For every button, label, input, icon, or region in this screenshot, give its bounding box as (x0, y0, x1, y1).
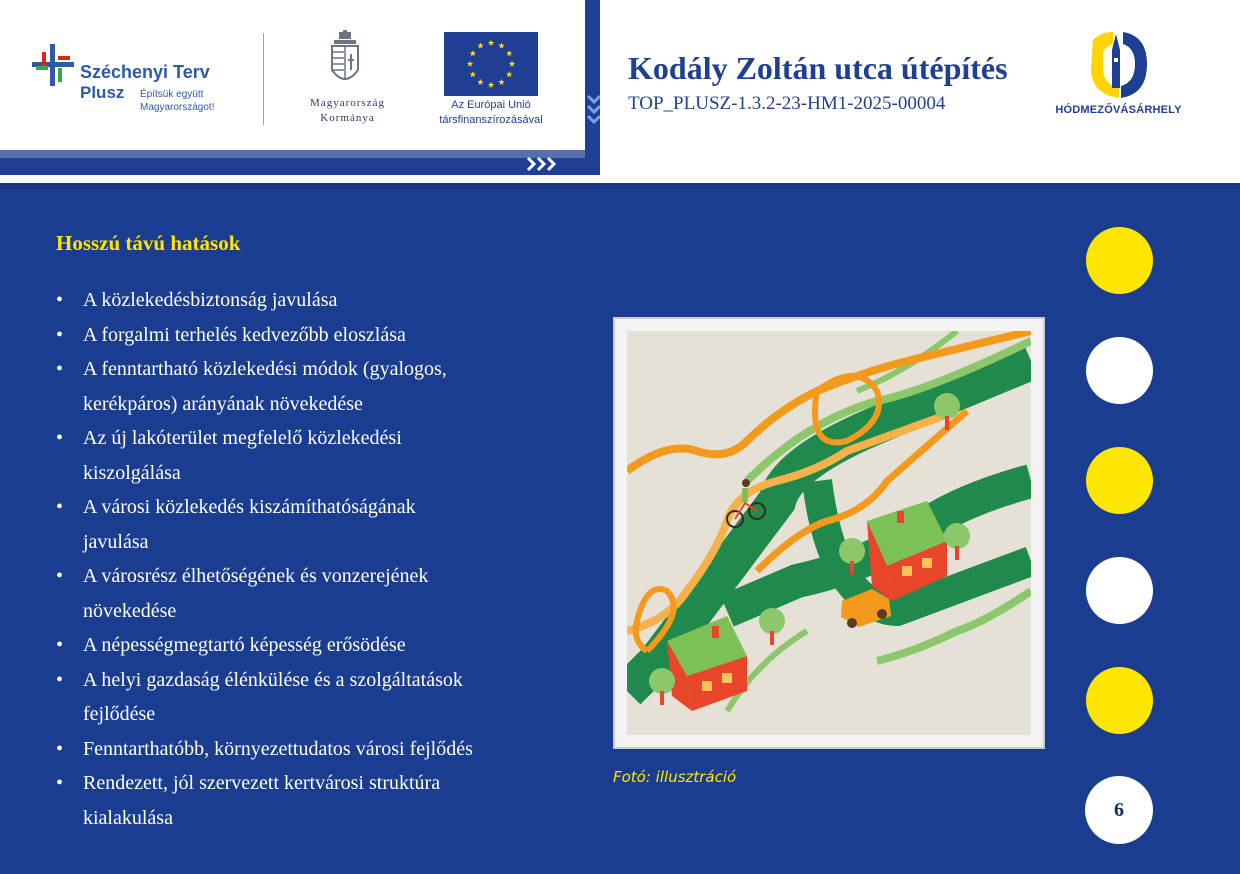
impact-list-item-text: kerékpáros) arányának növekedése (83, 392, 363, 415)
city-name: HÓDMEZŐVÁSÁRHELY (1055, 104, 1182, 116)
impact-list-item-text: A közlekedésbiztonság javulása (83, 289, 338, 311)
eu-star (488, 40, 494, 46)
szechenyi-plusz: Plusz (80, 83, 125, 102)
impact-list-item-text: javulása (83, 530, 149, 553)
logo-divider (263, 33, 264, 125)
main-top-border (0, 183, 1240, 189)
eu-logo (425, 30, 570, 130)
szechenyi-title: Széchenyi Terv (80, 62, 210, 82)
decor-circle-white-2 (1086, 557, 1153, 624)
impact-list-item-text: növekedése (83, 599, 177, 622)
illustration-caption: Fotó: illusztráció (613, 768, 737, 786)
decor-circle-white-1 (1086, 337, 1153, 404)
eu-star (509, 61, 515, 67)
project-title: Kodály Zoltán utca útépítés (628, 50, 1008, 86)
impact-list-item (56, 732, 576, 767)
eu-star (467, 61, 473, 67)
eu-star (506, 50, 512, 56)
coat-of-arms-icon (328, 30, 362, 90)
impact-list-item (56, 283, 576, 318)
illustration-frame (613, 317, 1045, 749)
eu-star (477, 79, 483, 85)
impact-list-item (56, 318, 576, 353)
page-number: 6 (1085, 776, 1153, 844)
government-logo (285, 30, 410, 130)
houses-roads-cyclist-illustration (627, 331, 1031, 735)
city-logo (1050, 28, 1200, 128)
government-line2: Kormánya (320, 112, 375, 124)
eu-flag-icon (444, 32, 538, 96)
impact-list-item (56, 421, 576, 490)
logo-panel (0, 0, 600, 175)
impact-list-item-text: fejlődése (83, 703, 156, 725)
header (0, 0, 1240, 183)
eu-star (488, 82, 494, 88)
impact-list-item (56, 490, 576, 559)
decor-circle-yellow-2 (1086, 447, 1153, 514)
impact-list-item-text: A városrész élhetőségének és vonzerejének (83, 565, 429, 587)
illustration (627, 331, 1031, 735)
impact-list-item-text: Fenntarthatóbb, környezettudatos városi fejlődés (83, 737, 473, 760)
impact-list-item-text: Az új lakóterület megfelelő közlekedési (83, 427, 402, 449)
szechenyi-terv-logo (30, 38, 240, 123)
eu-star (498, 42, 504, 48)
eu-line2: társfinanszírozásával (439, 114, 543, 126)
decor-circle-yellow-1 (1086, 227, 1153, 294)
impact-list-item-text: A forgalmi terhelés kedvezőbb eloszlása (83, 323, 406, 346)
government-line1: Magyarország (310, 97, 385, 109)
decor-circle-yellow-3 (1086, 667, 1153, 734)
impact-list-item (56, 766, 576, 835)
eu-star (470, 50, 476, 56)
szechenyi-slogan: Építsük együtt Magyarországot! (140, 89, 215, 113)
impact-list-item (56, 663, 576, 732)
eu-star (477, 42, 483, 48)
eu-star (470, 71, 476, 77)
impact-list-item-text: kiszolgálása (83, 461, 181, 484)
government-text (285, 96, 410, 126)
szechenyi-cross-icon (30, 42, 76, 88)
project-code: TOP_PLUSZ-1.3.2-23-HM1-2025-00004 (628, 93, 946, 114)
main-content (0, 183, 1240, 874)
impact-list-item-text: A helyi gazdaság élénkülése és a szolgáltatások (83, 668, 463, 691)
impact-list-item (56, 352, 576, 421)
eu-text (425, 98, 557, 128)
impact-list-item-text: A népességmegtartó képesség erősödése (83, 634, 406, 656)
section-title: Hosszú távú hatások (56, 231, 241, 255)
eu-star (506, 71, 512, 77)
impact-list-item (56, 559, 576, 628)
hodmezovasarhely-logo-icon (1083, 28, 1153, 100)
eu-line1: Az Európai Unió (451, 99, 531, 111)
impact-list-item-text: kialakulása (83, 806, 173, 829)
impact-list-item-text: A városi közlekedés kiszámíthatóságának (83, 496, 416, 518)
eu-star (498, 79, 504, 85)
impact-list-item-text: A fenntartható közlekedési módok (gyalogos, (83, 358, 447, 380)
impact-list-item-text: Rendezett, jól szervezett kertvárosi struktúra (83, 772, 441, 794)
impact-list-item (56, 628, 576, 663)
impact-list (56, 283, 576, 835)
